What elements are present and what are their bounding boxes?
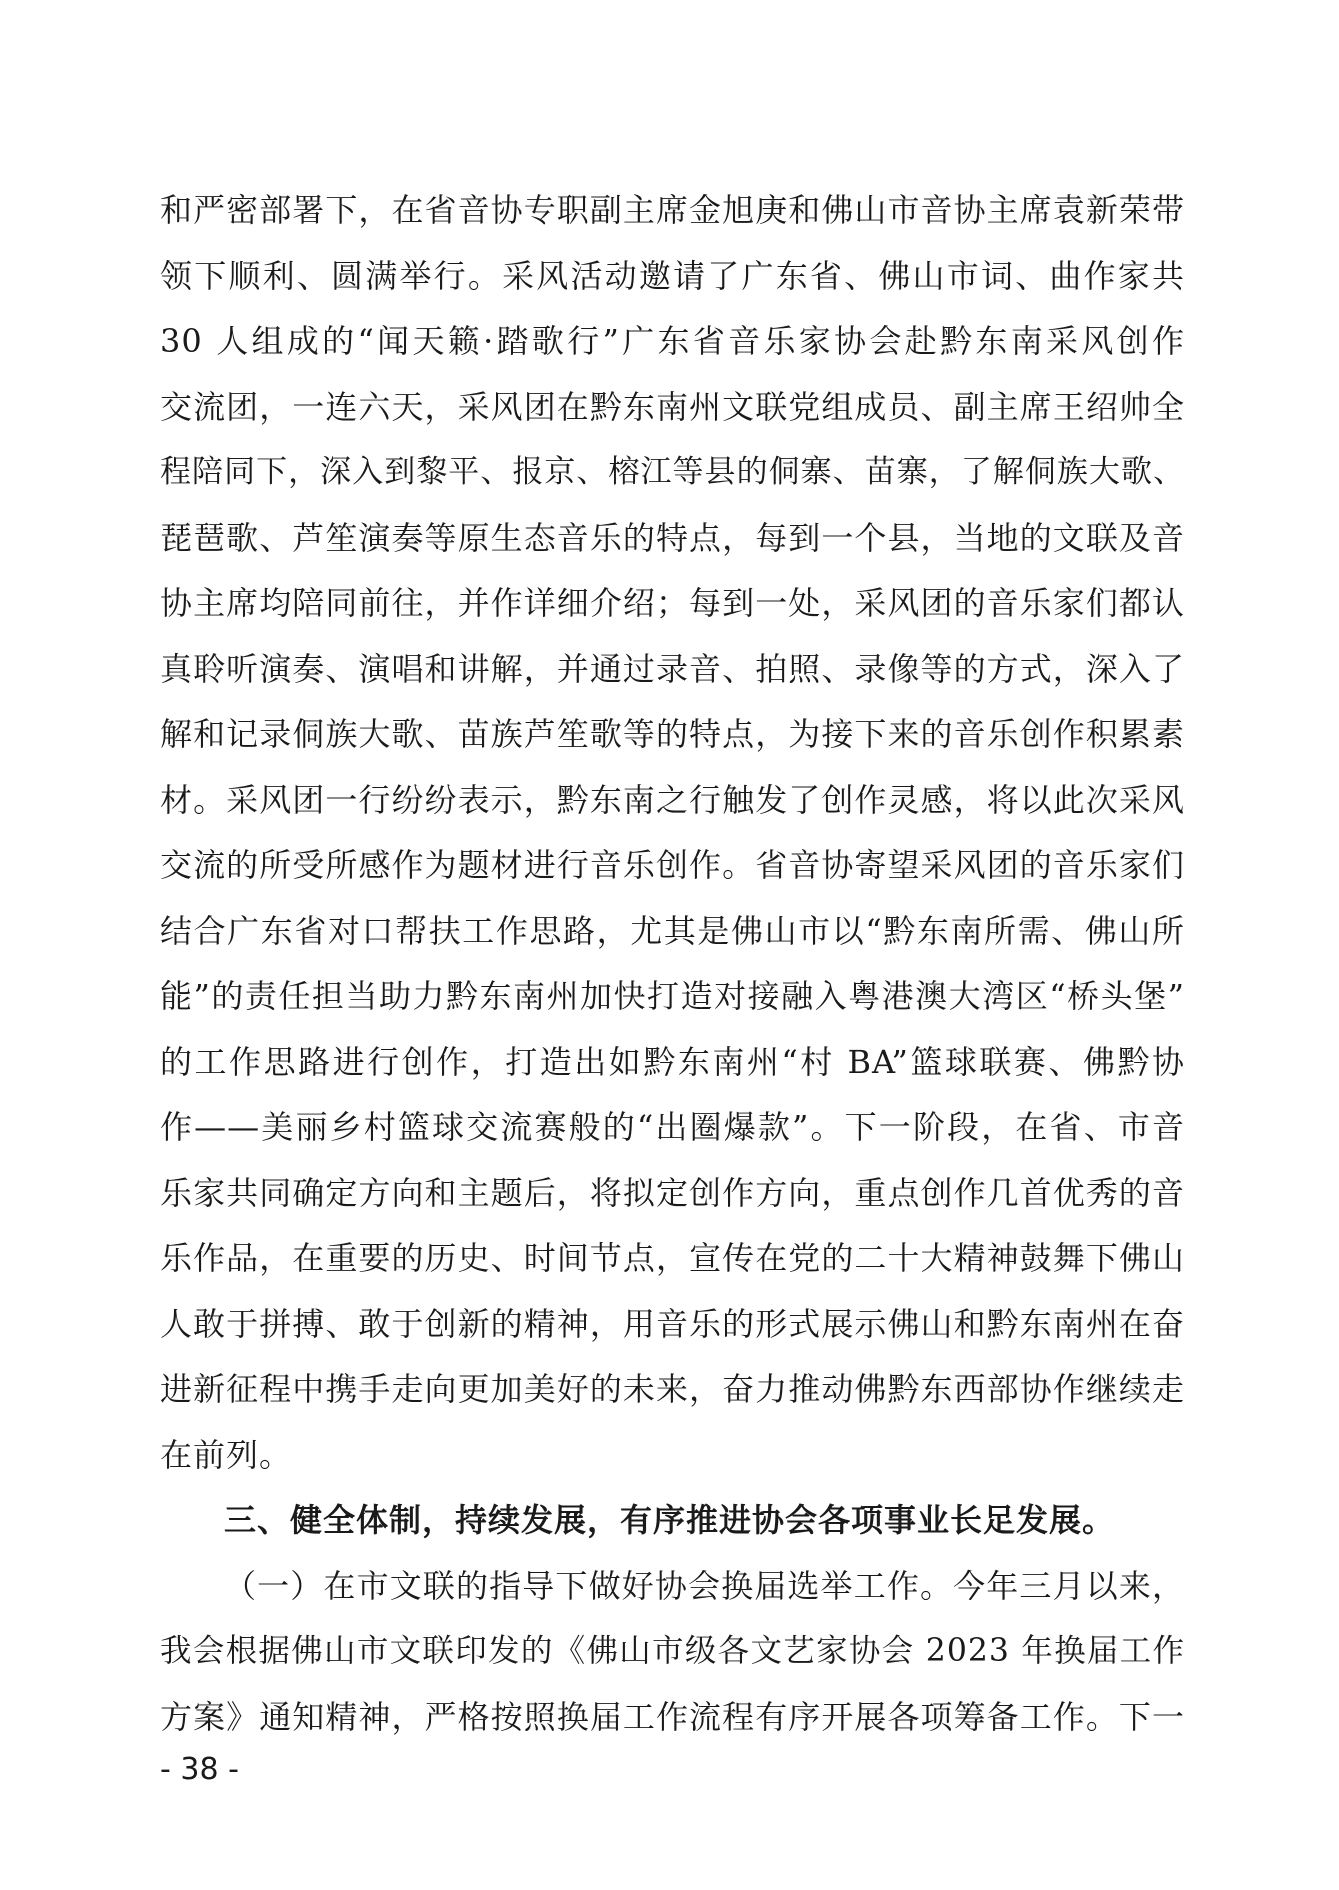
text-line-14: 的工作思路进行创作，打造出如黔东南州“村 BA”篮球联赛、佛黔协 (160, 1042, 1185, 1081)
text-line-10: 材。采风团一行纷纷表示，黔东南之行触发了创作灵感，将以此次采风 (160, 780, 1185, 819)
section-line-3: 方案》通知精神，严格按照换届工作流程有序开展各项筹备工作。下一 (160, 1697, 1185, 1736)
section-line-2: 我会根据佛山市文联印发的《佛山市级各文艺家协会 2023 年换届工作 (160, 1633, 1185, 1669)
text-line-19: 进新征程中携手走向更加美好的未来，奋力推动佛黔东西部协作继续走 (160, 1370, 1185, 1408)
text-line-12: 结合广东省对口帮扶工作思路，尤其是佛山市以“黔东南所需、佛山所 (160, 911, 1185, 950)
text-line-3: 30 人组成的“闻天籁·踏歌行”广东省音乐家协会赴黔东南采风创作 (160, 322, 1185, 360)
text-line-13: 能”的责任担当助力黔东南州加快打造对接融入粤港澳大湾区“桥头堡” (160, 977, 1185, 1015)
text-line-5: 程陪同下，深入到黎平、报京、榕江等县的侗寨、苗寨，了解侗族大歌、 (160, 454, 1185, 490)
text-line-2: 领下顺利、圆满举行。采风活动邀请了广东省、佛山市词、曲作家共 (160, 256, 1185, 295)
text-line-6: 琵琶歌、芦笙演奏等原生态音乐的特点，每到一个县，当地的文联及音 (160, 518, 1185, 557)
text-line-7: 协主席均陪同前往，并作详细介绍；每到一处，采风团的音乐家们都认 (160, 584, 1185, 622)
page-number: - 38 - (160, 1752, 239, 1787)
section-heading: 三、健全体制，持续发展，有序推进协会各项事业长足发展。 (224, 1501, 1116, 1539)
text-line-20: 在前列。 (160, 1435, 293, 1474)
text-line-15: 作——美丽乡村篮球交流赛般的“出圈爆款”。下一阶段，在省、市音 (160, 1108, 1185, 1146)
text-line-11: 交流的所受所感作为题材进行音乐创作。省音协寄望采风团的音乐家们 (160, 846, 1185, 884)
section-line-1: （一）在市文联的指导下做好协会换届选举工作。今年三月以来， (224, 1566, 1185, 1605)
text-line-4: 交流团，一连六天，采风团在黔东南州文联党组成员、副主席王绍帅全 (160, 387, 1185, 426)
text-line-1: 和严密部署下，在省音协专职副主席金旭庚和佛山市音协主席袁新荣带 (160, 191, 1185, 229)
text-line-16: 乐家共同确定方向和主题后，将拟定创作方向，重点创作几首优秀的音 (160, 1173, 1185, 1212)
text-line-17: 乐作品，在重要的历史、时间节点，宣传在党的二十大精神鼓舞下佛山 (160, 1239, 1185, 1277)
text-line-18: 人敢于拼搏、敢于创新的精神，用音乐的形式展示佛山和黔东南州在奋 (160, 1304, 1185, 1343)
text-line-9: 解和记录侗族大歌、苗族芦笙歌等的特点，为接下来的音乐创作积累素 (160, 715, 1185, 753)
body-text (160, 178, 1185, 1750)
text-line-8: 真聆听演奏、演唱和讲解，并通过录音、拍照、录像等的方式，深入了 (160, 649, 1185, 688)
